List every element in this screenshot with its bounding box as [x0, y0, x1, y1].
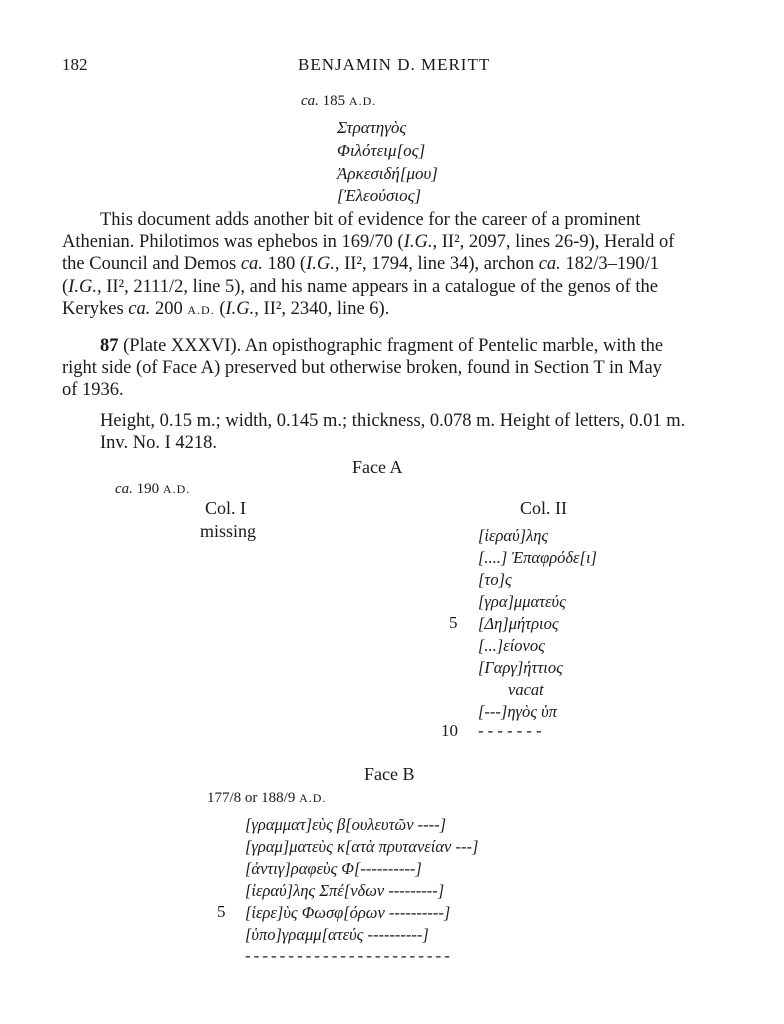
- running-head-author: BENJAMIN D. MERITT: [298, 55, 491, 74]
- item-87-inventory: Inv. No. I 4218.: [100, 433, 217, 453]
- inscription-1-line-2: Φιλότειμ[ος]: [337, 141, 426, 160]
- face-a-title: Face A: [352, 457, 403, 477]
- face-b-line-5: [ἱερε]ὺς Φωσφ[όρων ----------]: [245, 903, 451, 922]
- page-number: 182: [62, 55, 88, 74]
- inscription-1-line-3: Ἀρκεσιδή[μου]: [337, 164, 438, 183]
- face-a-line-10: -------: [478, 721, 546, 740]
- face-a-line-7: [Γαργ]ήττιος: [478, 658, 563, 677]
- inscription-1-date: ca. 185 A.D.: [301, 93, 377, 109]
- face-a-date: ca. 190 A.D.: [115, 481, 191, 497]
- commentary-line-1: This document adds another bit of evidence for the career of a prominent: [100, 210, 641, 230]
- item-87-dimensions: Height, 0.15 m.; width, 0.145 m.; thickness, 0.078 m. Height of letters, 0.01 m.: [100, 411, 686, 431]
- inscription-1-line-1: Στρατηγὸς: [337, 118, 407, 137]
- face-b-line-6: [ὑπο]γραμμ[ατεύς ----------]: [245, 925, 429, 944]
- face-b-date: 177/8 or 188/9 A.D.: [207, 790, 327, 806]
- face-a-line-2: [....] Ἐπαφρόδε[ι]: [478, 548, 597, 567]
- inscription-1-line-4: [Ἐλεούσιος]: [337, 186, 422, 205]
- item-87-line-1: 87 (Plate XXXVI). An opisthographic fragment of Pentelic marble, with the: [100, 336, 664, 356]
- face-b-line-2: [γραμ]ματεὺς κ[ατὰ πρυτανείαν ---]: [245, 837, 479, 856]
- face-a-line-9: [---]ηγὸς ὑπ: [478, 702, 557, 721]
- face-a-col1-title: Col. I: [205, 498, 247, 518]
- item-87-line-2: right side (of Face A) preserved but otherwise broken, found in Section T in May: [62, 358, 662, 378]
- face-b-line-1: [γραμματ]εὺς β[ουλευτῶν ----]: [245, 815, 447, 834]
- face-a-line-1: [ἱεραύ]λης: [478, 526, 549, 545]
- face-a-col2-title: Col. II: [520, 498, 567, 518]
- face-b-line-number-5: 5: [217, 902, 226, 921]
- face-a-col1-note: missing: [200, 521, 257, 541]
- face-b-line-7: ------------------------: [245, 946, 453, 965]
- face-a-line-number-10: 10: [441, 721, 458, 740]
- item-87-number: 87: [100, 336, 119, 356]
- commentary-line-5: Kerykes ca. 200 A.D. (I.G., II², 2340, line 6).: [62, 299, 390, 319]
- commentary-line-3: the Council and Demos ca. 180 (I.G., II², 1794, line 34), archon ca. 182/3–190/1: [62, 254, 659, 274]
- face-b-title: Face B: [364, 764, 415, 784]
- face-a-line-5: [Δη]μήτριος: [478, 614, 559, 633]
- face-b-line-4: [ἱεραύ]λης Σπέ[νδων ---------]: [245, 881, 445, 900]
- face-a-line-number-5: 5: [449, 613, 458, 632]
- face-b-line-3: [ἀντιγ]ραφεὺς Φ[----------]: [245, 859, 422, 878]
- face-a-line-6: [...]είονος: [478, 636, 545, 655]
- face-a-line-4: [γρα]μματεύς: [478, 592, 566, 611]
- commentary-line-2: Athenian. Philotimos was ephebos in 169/70 (I.G., II², 2097, lines 26-9), Herald of: [62, 232, 675, 252]
- commentary-line-4: (I.G., II², 2111/2, line 5), and his name appears in a catalogue of the genos of the: [62, 277, 659, 297]
- face-a-line-3: [το]ς: [478, 570, 512, 589]
- face-a-line-8-vacat: vacat: [508, 680, 544, 699]
- item-87-line-3: of 1936.: [62, 380, 124, 400]
